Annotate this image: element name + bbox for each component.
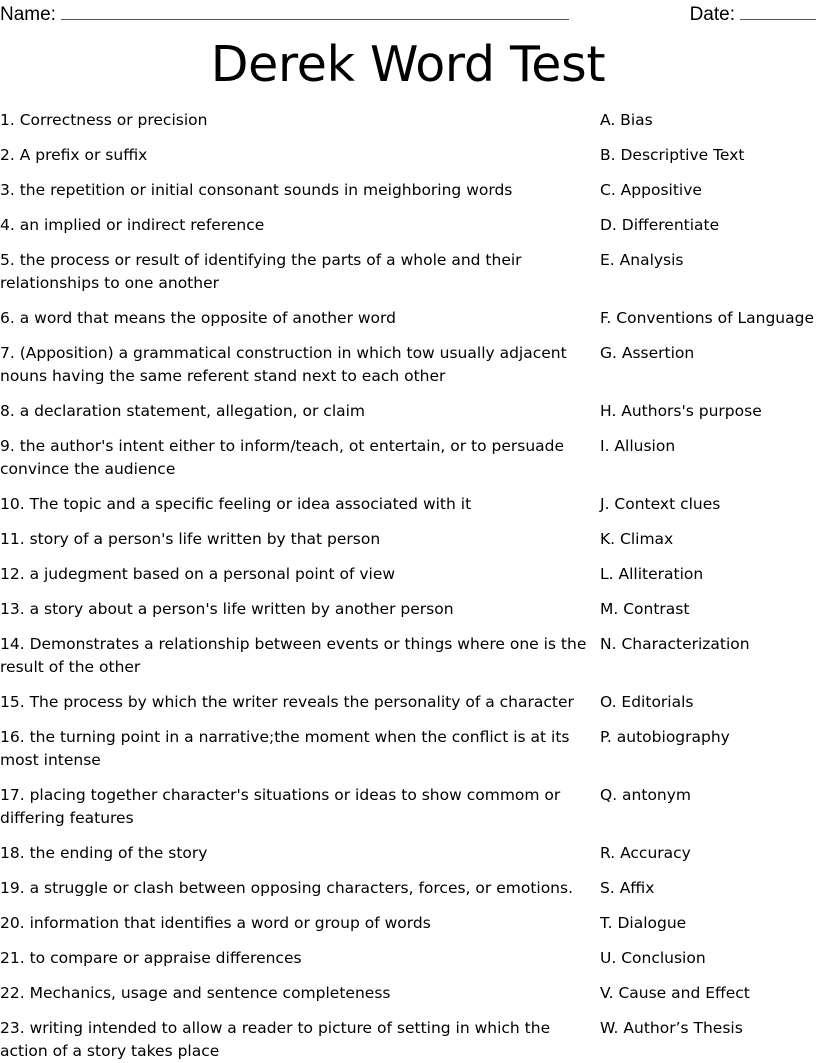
matching-row (0, 435, 816, 481)
answer-choice: U. Conclusion (600, 949, 706, 967)
question-item: 21. to compare or appraise differences (0, 949, 302, 967)
answer-choice: C. Appositive (600, 181, 702, 199)
matching-row (0, 912, 816, 935)
matching-row (0, 342, 816, 388)
answer-choice: L. Alliteration (600, 565, 704, 583)
answer-choice: A. Bias (600, 111, 653, 129)
page-title: Derek Word Test (210, 36, 606, 93)
answer-choice: S. Affix (600, 879, 655, 897)
answer-choice: K. Climax (600, 530, 674, 548)
matching-row (0, 307, 816, 330)
answer-choice: T. Dialogue (600, 914, 687, 932)
date-label: Date: (689, 4, 735, 25)
question-item: 10. The topic and a specific feeling or idea associated with it (0, 495, 472, 513)
answer-choice: M. Contrast (600, 600, 690, 618)
answer-choice: W. Author’s Thesis (600, 1019, 743, 1037)
question-item: 3. the repetition or initial consonant sounds in meighboring words (0, 181, 513, 199)
matching-row (0, 947, 816, 970)
matching-row (0, 982, 816, 1005)
answer-choice: R. Accuracy (600, 844, 691, 862)
matching-row (0, 691, 816, 714)
matching-row (0, 842, 816, 865)
question-item: 8. a declaration statement, allegation, or claim (0, 402, 366, 420)
matching-row (0, 877, 816, 900)
matching-row (0, 633, 816, 679)
matching-row (0, 528, 816, 551)
question-item: 17. placing together character's situations or ideas to show commom or differing features (0, 786, 561, 827)
question-item: 14. Demonstrates a relationship between events or things where one is the result of the other (0, 635, 587, 676)
answer-choice: F. Conventions of Language (600, 309, 814, 327)
matching-list (0, 109, 816, 1063)
answer-choice: E. Analysis (600, 251, 684, 269)
name-input-line[interactable] (61, 2, 569, 20)
matching-row (0, 179, 816, 202)
matching-row (0, 400, 816, 423)
question-item: 19. a struggle or clash between opposing characters, forces, or emotions. (0, 879, 574, 897)
answer-choice: I. Allusion (600, 437, 676, 455)
answer-choice: Q. antonym (600, 786, 692, 804)
question-item: 23. writing intended to allow a reader to picture of setting in which the action of a story takes place (0, 1019, 551, 1060)
answer-choice: D. Differentiate (600, 216, 720, 234)
matching-row (0, 214, 816, 237)
question-item: 22. Mechanics, usage and sentence completeness (0, 984, 391, 1002)
matching-row (0, 144, 816, 167)
question-item: 20. information that identifies a word or group of words (0, 914, 431, 932)
answer-choice: V. Cause and Effect (600, 984, 750, 1002)
answer-choice: N. Characterization (600, 635, 750, 653)
answer-choice: H. Authors's purpose (600, 402, 762, 420)
matching-row (0, 109, 816, 132)
question-item: 9. the author's intent either to inform/teach, ot entertain, or to persuade convince the audience (0, 437, 565, 478)
question-item: 11. story of a person's life written by that person (0, 530, 381, 548)
answer-choice: J. Context clues (600, 495, 721, 513)
matching-row (0, 563, 816, 586)
matching-row (0, 726, 816, 772)
answer-choice: B. Descriptive Text (600, 146, 745, 164)
answer-choice: G. Assertion (600, 344, 695, 362)
question-item: 13. a story about a person's life written by another person (0, 600, 454, 618)
name-date-row (0, 0, 816, 30)
question-item: 6. a word that means the opposite of another word (0, 309, 396, 327)
question-item: 2. A prefix or suffix (0, 146, 148, 164)
question-item: 16. the turning point in a narrative;the moment when the conflict is at its most intense (0, 728, 570, 769)
date-input-line[interactable] (740, 2, 816, 20)
question-item: 7. (Apposition) a grammatical construction in which tow usually adjacent nouns having the same referent stand next to each other (0, 344, 567, 385)
name-label: Name: (0, 4, 56, 25)
matching-row (0, 1017, 816, 1063)
answer-choice: P. autobiography (600, 728, 730, 746)
question-item: 12. a judegment based on a personal point of view (0, 565, 396, 583)
matching-row (0, 249, 816, 295)
matching-row (0, 493, 816, 516)
matching-row (0, 598, 816, 621)
question-item: 1. Correctness or precision (0, 111, 208, 129)
matching-row (0, 784, 816, 830)
question-item: 18. the ending of the story (0, 844, 208, 862)
answer-choice: O. Editorials (600, 693, 694, 711)
question-item: 15. The process by which the writer reveals the personality of a character (0, 693, 574, 711)
question-item: 4. an implied or indirect reference (0, 216, 265, 234)
question-item: 5. the process or result of identifying the parts of a whole and their relationships to one another (0, 251, 522, 292)
